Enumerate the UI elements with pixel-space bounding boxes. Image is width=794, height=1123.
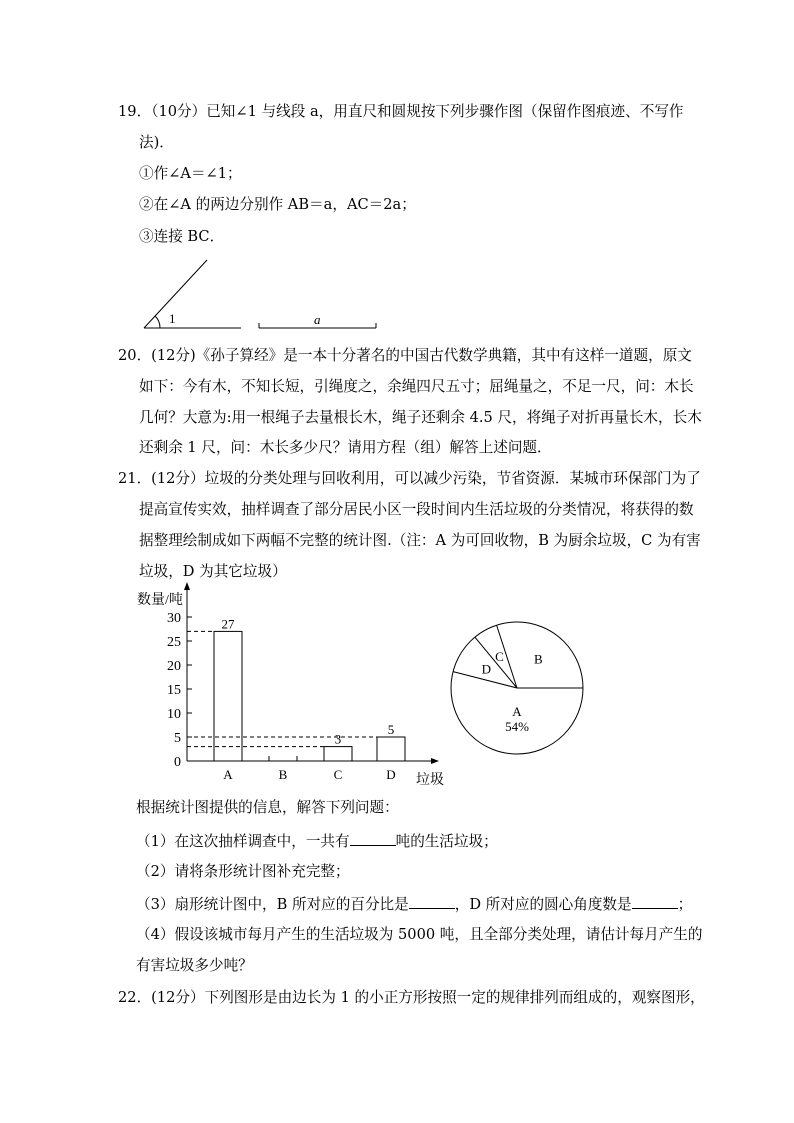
bar-D xyxy=(377,737,405,761)
bar-value-label: 27 xyxy=(221,616,235,632)
y-tick-label: 10 xyxy=(167,707,181,722)
bar-xlabel: 垃圾 xyxy=(416,773,444,788)
answer-blank-2[interactable] xyxy=(409,894,455,909)
pie-label-D: D xyxy=(481,661,492,677)
pie-chart xyxy=(451,622,583,754)
y-tick-label: 15 xyxy=(167,683,181,698)
answer-blank-3[interactable] xyxy=(632,894,678,909)
q19-step-3: ③连接 BC． xyxy=(139,228,225,245)
y-tick-label: 0 xyxy=(174,755,181,770)
part3-text-c: ； xyxy=(677,896,693,913)
q20-line-4: 还剩余 1 尺，问：木长多少尺？请用方程（组）解答上述问题． xyxy=(139,439,552,456)
part1-text-a: （1）在这次抽样调查中，一共有 xyxy=(136,833,350,850)
angle-1-figure xyxy=(144,260,241,328)
bar-C xyxy=(324,747,352,761)
q21-part-2: （2）请将条形统计图补充完整； xyxy=(136,863,350,880)
q19-step-2: ②在∠A 的两边分别作 AB＝a，AC＝2a； xyxy=(139,196,416,213)
q22-line-1: 22．(12分）下列图形是由边长为 1 的小正方形按照一定的规律排列而组成的，观察图形， xyxy=(118,989,705,1006)
pie-label-C: C xyxy=(495,649,504,665)
q21-line-1: 21．(12分）垃圾的分类处理与回收利用，可以减少污染，节省资源．某城市环保部门为了 xyxy=(118,470,701,487)
bar-value-label: 3 xyxy=(334,731,342,747)
q21-part-1 xyxy=(136,831,498,851)
q19-line-2: 法)． xyxy=(139,134,174,151)
pie-pct-A: 54% xyxy=(505,719,529,734)
y-tick-label: 30 xyxy=(167,611,181,626)
x-tick-label: A xyxy=(223,767,233,782)
part3-text-a: （3）扇形统计图中，B 所对应的百分比是 xyxy=(136,896,409,913)
y-tick-label: 5 xyxy=(174,731,181,746)
pie-label-A: A xyxy=(512,704,522,719)
y-tick-label: 20 xyxy=(167,659,181,674)
q20-line-2: 如下：今有木，不知长短，引绳度之，余绳四尺五寸；屈绳量之，不足一尺，问：木长 xyxy=(139,378,694,395)
x-tick-label: B xyxy=(278,767,288,782)
q21-part-4: （4）假设该城市每月产生的生活垃圾为 5000 吨，且全部分类处理，请估计每月产生的 xyxy=(136,926,703,943)
q21-part-3 xyxy=(136,894,692,914)
bar-value-label: 5 xyxy=(387,722,395,737)
q19-step-1: ①作∠A＝∠1； xyxy=(139,165,242,182)
part3-text-b: ，D 所对应的圆心角度数是 xyxy=(454,896,632,913)
q21-line-2: 提高宣传实效，抽样调查了部分居民小区一段时间内生活垃圾的分类情况，将获得的数 xyxy=(139,501,694,518)
bar-ylabel: 数量/吨 xyxy=(137,593,183,608)
part1-text-b: 吨的生活垃圾； xyxy=(395,833,498,850)
q21-line-3: 据整理绘制成如下两幅不完整的统计图.（注：A 为可回收物，B 为厨余垃圾，C 为有害 xyxy=(139,532,701,549)
q20-line-3: 几何？大意为:用一根绳子去量根长木，绳子还剩余 4.5 尺，将绳子对折再量长木，长木 xyxy=(139,409,702,426)
q21-part-4-cont: 有害垃圾多少吨？ xyxy=(136,957,253,974)
q20-line-1: 20．(12分)《孙子算经》是一本十分著名的中国古代数学典籍，其中有这样一道题，原文 xyxy=(118,347,692,364)
y-tick-label: 25 xyxy=(167,635,181,650)
answer-blank-1[interactable] xyxy=(350,831,396,846)
q19-line-1: 19．（10分）已知∠1 与线段 a，用直尺和圆规按下列步骤作图（保留作图痕迹、不写作 xyxy=(118,103,684,120)
angle-label: 1 xyxy=(169,311,176,326)
bar-A xyxy=(214,631,242,761)
x-tick-label: D xyxy=(386,767,396,782)
bar-chart xyxy=(167,582,439,782)
x-axis-arrow xyxy=(431,758,439,764)
x-tick-label: C xyxy=(333,767,343,782)
pie-label-B: B xyxy=(534,651,543,667)
y-axis-arrow xyxy=(184,582,190,590)
segment-label: a xyxy=(314,312,321,327)
q21-intro: 根据统计图提供的信息，解答下列问题： xyxy=(136,799,399,816)
q21-line-4: 垃圾，D 为其它垃圾） xyxy=(139,563,287,580)
